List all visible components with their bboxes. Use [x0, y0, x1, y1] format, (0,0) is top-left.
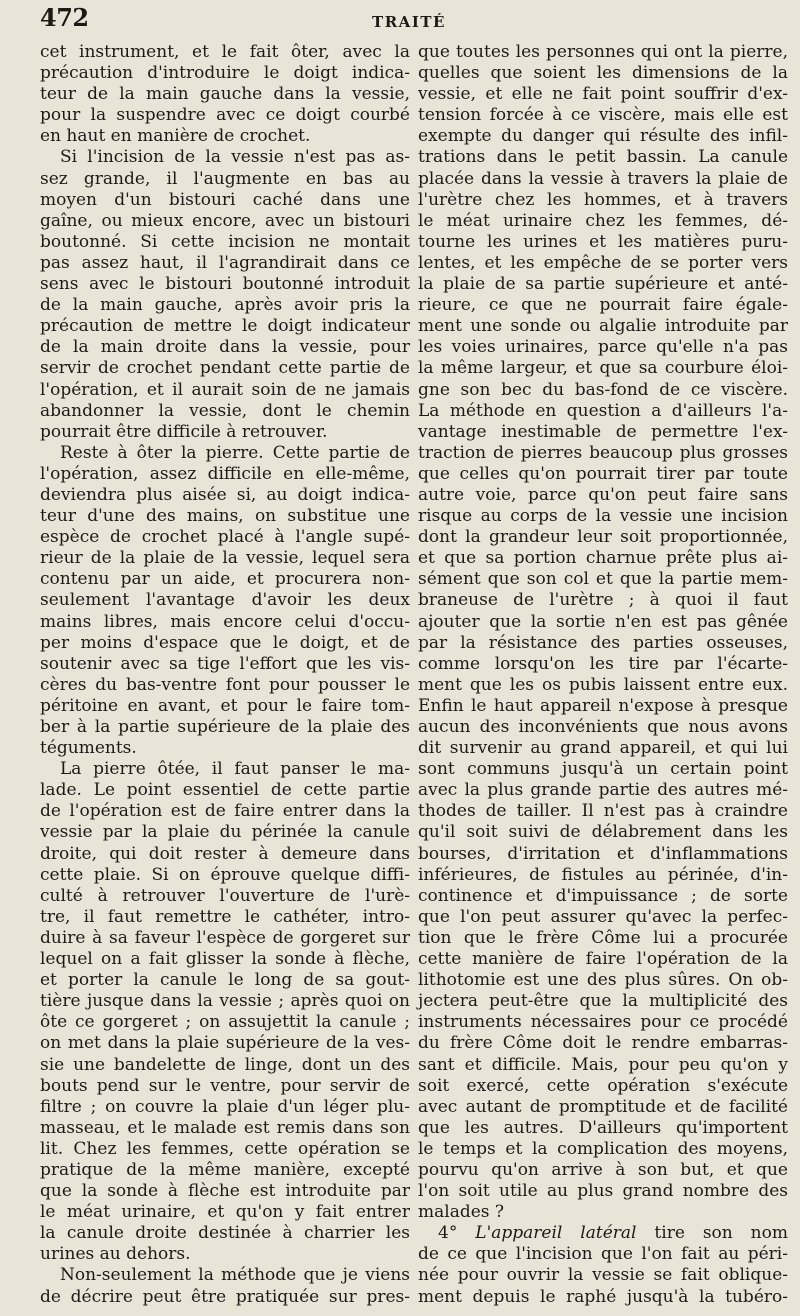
text-line: La méthode en question a d'ailleurs l'a-	[418, 400, 788, 421]
text-line: bourses, d'irritation et d'inflammations	[418, 843, 788, 864]
text-line: téguments.	[40, 738, 137, 759]
text-line: Si l'incision de la vessie n'est pas as-	[60, 147, 410, 168]
text-line: instruments nécessaires pour ce procédé	[418, 1012, 788, 1033]
text-line: tension forcée à ce viscère, mais elle est	[418, 105, 788, 126]
text-line: cette plaie. Si on éprouve quelque diffi-	[40, 864, 410, 885]
text-line: dont la grandeur leur soit proportionnée,	[418, 527, 788, 548]
text-line: précaution d'introduire le doigt indica-	[40, 63, 410, 84]
text-line: le méat urinaire, et qu'on y fait entrer	[40, 1202, 410, 1223]
text-line: pratique de la même manière, excepté	[40, 1159, 410, 1180]
text-line: née pour ouvrir la vessie se fait oblique-	[418, 1265, 788, 1286]
text-line: La pierre ôtée, il faut panser le ma-	[60, 759, 410, 780]
text-line: espèce de crochet placé à l'angle supé-	[40, 527, 410, 548]
text-line: la plaie de sa partie supérieure et anté-	[418, 274, 788, 295]
text-line: dit survenir au grand appareil, et qui lui	[418, 738, 788, 759]
text-line: en haut en manière de crochet.	[40, 126, 311, 147]
text-line: masseau, et le malade est remis dans son	[40, 1117, 410, 1138]
text-line: continence et d'impuissance ; de sorte	[418, 885, 788, 906]
text-line: jectera peut-être que la multiplicité des	[418, 991, 788, 1012]
text-line: l'urètre chez les hommes, et à travers	[418, 189, 788, 210]
text-line: ment depuis le raphé jusqu'à la tubéro-	[418, 1286, 788, 1307]
page-number: 472	[40, 3, 89, 32]
text-line: l'opération, assez difficile en elle-même,	[40, 463, 410, 484]
text-line: avec autant de promptitude et de facilité	[418, 1096, 788, 1117]
text-line: le méat urinaire chez les femmes, dé-	[418, 210, 788, 231]
text-line: du frère Côme doit le rendre embarras-	[418, 1033, 788, 1054]
text-line: placée dans la vessie à travers la plaie de	[418, 168, 788, 189]
text-line: servir de crochet pendant cette partie de	[40, 358, 410, 379]
text-line: que celles qu'on pourrait tirer par toute	[418, 463, 788, 484]
text-line: ment que les os pubis laissent entre eux.	[418, 674, 788, 695]
text-line: on met dans la plaie supérieure de la ves-	[40, 1033, 410, 1054]
text-line: comme lorsqu'on les tire par l'écarte-	[418, 653, 788, 674]
text-line: teur d'une des mains, on substitue une	[40, 506, 410, 527]
text-line: tourne les urines et les matières puru-	[418, 231, 788, 252]
text-line: cet instrument, et le fait ôter, avec la	[40, 42, 410, 62]
text-line: quelles que soient les dimensions de la	[418, 63, 788, 84]
text-line: avec la plus grande partie des autres mé-	[418, 780, 788, 801]
text-line: cette manière de faire l'opération de la	[418, 949, 788, 970]
text-line: et que sa portion charnue prête plus ai-	[418, 548, 788, 569]
text-line: sont communs jusqu'à un certain point	[418, 759, 788, 780]
text-line: per moins d'espace que le doigt, et de	[40, 632, 410, 653]
text-line: ajouter que la sortie n'en est pas gênée	[418, 611, 788, 632]
text-line: mains libres, mais encore celui d'occu-	[40, 611, 410, 632]
right-text-column	[418, 42, 788, 1308]
text-line: tière jusque dans la vessie ; après quoi on	[40, 991, 410, 1012]
text-line: thodes de tailler. Il n'est pas à craindre	[418, 801, 788, 822]
text-line: de l'opération est de faire entrer dans la	[40, 801, 410, 822]
text-line: ment une sonde ou algalie introduite par	[418, 316, 788, 337]
text-line: deviendra plus aisée si, au doigt indica-	[40, 484, 410, 505]
text-line: vessie, et elle ne fait point souffrir d'ex-	[418, 84, 788, 105]
text-line: pas assez haut, il l'agrandirait dans ce	[40, 252, 410, 273]
text-line: ber à la partie supérieure de la plaie des	[40, 717, 410, 737]
text-line: la canule droite destinée à charrier les	[40, 1223, 410, 1244]
text-line: aucun des inconvénients que nous avons	[418, 717, 788, 737]
text-line: cères du bas-ventre font pour pousser le	[40, 674, 410, 695]
text-line: sant et difficile. Mais, pour peu qu'on y	[418, 1054, 788, 1075]
text-line: moyen d'un bistouri caché dans une	[40, 189, 410, 210]
text-line-prefix: 4°	[438, 1223, 476, 1244]
text-line: traction de pierres beaucoup plus grosses	[418, 442, 788, 463]
text-line: sément que son col et que la partie mem-	[418, 569, 788, 590]
text-line: filtre ; on couvre la plaie d'un léger plu-	[40, 1096, 410, 1117]
running-head: TRAITÉ	[372, 13, 446, 31]
text-line: gaîne, ou mieux encore, avec un bistouri	[40, 210, 410, 231]
text-line: lit. Chez les femmes, cette opération se	[40, 1138, 410, 1159]
text-line: droite, qui doit rester à demeure dans	[40, 843, 410, 864]
text-line: que toutes les personnes qui ont la pierre,	[418, 42, 788, 62]
text-line: pourvu qu'on arrive à son but, et que	[418, 1159, 788, 1180]
text-line-italic: L'appareil latéral	[475, 1223, 637, 1244]
text-line: par la résistance des parties osseuses,	[418, 632, 788, 653]
text-line: précaution de mettre le doigt indicateur	[40, 316, 410, 337]
text-line: et porter la canule le long de sa gout-	[40, 970, 410, 991]
text-line: tion que le frère Côme lui a procurée	[418, 927, 788, 948]
text-line: autre voie, parce qu'on peut faire sans	[418, 484, 788, 505]
text-line: contenu par un aide, et procurera non-	[40, 569, 410, 590]
text-line: lentes, et les empêche de se porter vers	[418, 252, 788, 273]
text-line: tre, il faut remettre le cathéter, intro-	[40, 906, 410, 927]
text-line: inférieures, de fistules au périnée, d'in-	[418, 864, 788, 885]
text-line: pourrait être difficile à retrouver.	[40, 421, 328, 442]
text-line-suffix: tire son nom	[636, 1223, 788, 1244]
text-line: gne son bec du bas-fond de ce viscère.	[418, 379, 788, 400]
text-line: pour la suspendre avec ce doigt courbé	[40, 105, 410, 126]
text-line: sez grande, il l'augmente en bas au	[40, 168, 410, 189]
text-line: braneuse de l'urètre ; à quoi il faut	[418, 590, 788, 611]
text-line: risque au corps de la vessie une incision	[418, 506, 788, 527]
text-line: malades ?	[418, 1202, 505, 1223]
text-line: duire à sa faveur l'espèce de gorgeret sur	[40, 927, 410, 948]
text-line: qu'il soit suivi de délabrement dans les	[418, 822, 788, 843]
text-line: de ce que l'incision que l'on fait au péri-	[418, 1244, 788, 1265]
text-line: lade. Le point essentiel de cette partie	[40, 780, 410, 801]
text-line: urines au dehors.	[40, 1244, 191, 1265]
text-line: de la main gauche, après avoir pris la	[40, 295, 410, 316]
text-line: la même largeur, et que sa courbure éloi-	[418, 358, 788, 379]
text-line: trations dans le petit bassin. La canule	[418, 147, 788, 168]
text-line: sie une bandelette de linge, dont un des	[40, 1054, 410, 1075]
text-line: sens avec le bistouri boutonné introduit	[40, 274, 410, 295]
text-line: Non-seulement la méthode que je viens	[60, 1265, 410, 1286]
text-line: exempte du danger qui résulte des infil-	[418, 126, 788, 147]
text-line: rieur de la plaie de la vessie, lequel sera	[40, 548, 410, 569]
text-line: soutenir avec sa tige l'effort que les vis-	[40, 653, 410, 674]
text-line: que les autres. D'ailleurs qu'importent	[418, 1117, 788, 1138]
text-line: bouts pend sur le ventre, pour servir de	[40, 1075, 410, 1096]
text-line: l'opération, et il aurait soin de ne jamais	[40, 379, 410, 400]
text-line: abandonner la vessie, dont le chemin	[40, 400, 410, 421]
text-line: ôte ce gorgeret ; on assujettit la canule ;	[40, 1012, 410, 1033]
left-text-column	[40, 42, 410, 1308]
text-line: péritoine en avant, et pour le faire tom-	[40, 695, 410, 716]
text-line: teur de la main gauche dans la vessie,	[40, 84, 410, 105]
text-line: les voies urinaires, parce qu'elle n'a pas	[418, 337, 788, 358]
text-line: boutonné. Si cette incision ne montait	[40, 231, 410, 252]
text-line: Reste à ôter la pierre. Cette partie de	[60, 442, 410, 463]
text-line: Enfin le haut appareil n'expose à presque	[418, 695, 788, 716]
text-line: lithotomie est une des plus sûres. On ob-	[418, 970, 788, 991]
text-line: culté à retrouver l'ouverture de l'urè-	[40, 885, 410, 906]
text-line: de la main droite dans la vessie, pour	[40, 337, 410, 358]
text-line: le temps et la complication des moyens,	[418, 1138, 788, 1159]
text-line: seulement l'avantage d'avoir les deux	[40, 590, 410, 611]
text-line: que la sonde à flèche est introduite par	[40, 1181, 410, 1202]
text-line: que l'on peut assurer qu'avec la perfec-	[418, 906, 788, 927]
text-line: de décrire peut être pratiquée sur pres-	[40, 1286, 410, 1307]
text-line: l'on soit utile au plus grand nombre des	[418, 1181, 788, 1202]
text-line: lequel on a fait glisser la sonde à flèche,	[40, 949, 410, 970]
text-line: rieure, ce que ne pourrait faire égale-	[418, 295, 788, 316]
text-line: vessie par la plaie du périnée la canule	[40, 822, 410, 843]
text-line: vantage inestimable de permettre l'ex-	[418, 421, 788, 442]
text-line	[418, 1223, 788, 1244]
text-line: soit exercé, cette opération s'exécute	[418, 1075, 788, 1096]
